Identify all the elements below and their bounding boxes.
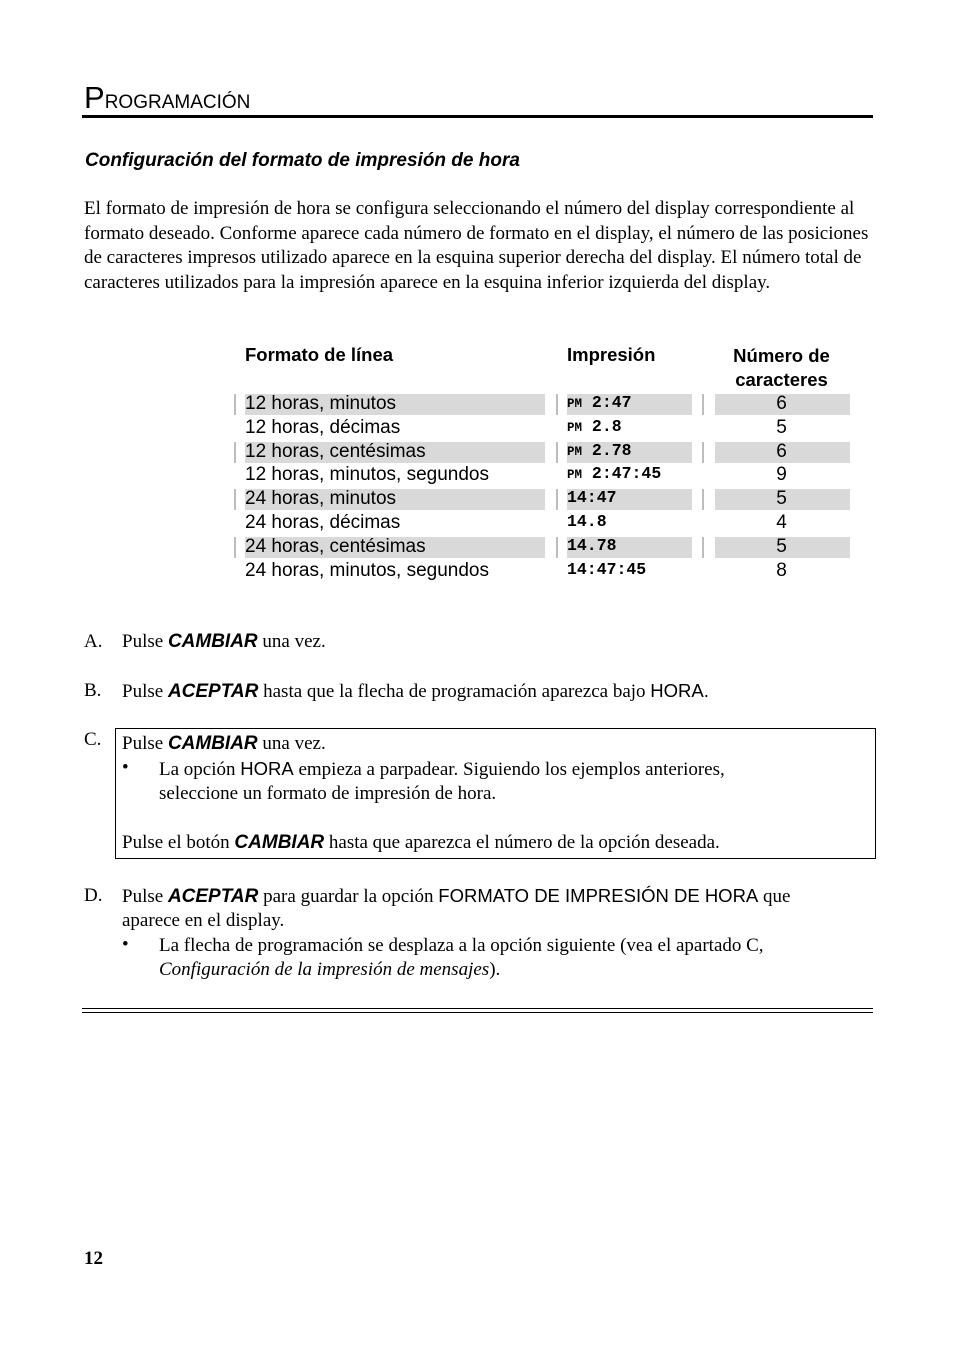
step-text: La opción [159,759,236,780]
cell-count: 5 [776,536,787,557]
key-cambiar: CAMBIAR [167,733,258,754]
step-label: C. [84,729,102,750]
step-text: Pulse [122,681,164,702]
print-value: 14.78 [567,536,617,555]
step-c-bullet-line2: seleccione un formato de impresión de hora. [159,783,497,804]
step-d-line2: aparece en el display. [122,910,285,931]
footer-rule [82,1012,873,1013]
header-initial: P [84,80,105,115]
step-text: empieza a parpadear. Siguiendo los ejemplos anteriores, [298,759,725,780]
step-text: ). [489,959,501,980]
table-row [0,416,954,440]
option-hora: HORA. [650,680,709,701]
step-text: una vez. [262,631,326,652]
row-marker [702,442,704,463]
cell-count: 5 [776,417,787,438]
step-d-label [84,884,102,909]
cell-print [567,440,632,463]
key-cambiar: CAMBIAR [234,832,325,853]
step-c-bullet [159,757,725,783]
key-aceptar: ACEPTAR [167,681,259,702]
cell-format: 24 horas, minutos [245,488,397,509]
row-marker [234,537,236,558]
column-header-print: Impresión [567,344,656,365]
step-text: Pulse el botón [122,832,230,853]
cell-format: 24 horas, décimas [245,512,401,533]
option-hora: HORA [240,758,294,779]
print-value: 2:47 [591,393,632,412]
cell-print [567,559,646,581]
table-row [0,463,954,487]
row-marker [702,394,704,415]
print-value: 14:47 [567,488,617,507]
print-value: 14:47:45 [567,560,647,579]
print-value: 2.78 [591,441,632,460]
cell-count: 9 [776,464,787,485]
column-header-count: Número de caracteres [733,345,830,390]
intro-paragraph: El formato de impresión de hora se configura seleccionando el número del display correspondiente al formato deseado. Conforme aparece cada número de formato en el display, el número de las posiciones de caracteres impresos utilizado aparece en la esquina superior derecha del display. El número total de caracteres utilizados para la impresión aparece en la esquina inferior izquierda del display. [84,198,869,293]
row-marker [702,489,704,510]
step-c-label [84,728,101,753]
column-header-format: Formato de línea [245,344,394,365]
row-marker [234,489,236,510]
key-cambiar: CAMBIAR [167,631,258,652]
step-text: para guardar la opción [263,886,434,907]
key-aceptar: ACEPTAR [167,886,259,907]
row-marker [234,394,236,415]
step-text: hasta que la flecha de programación aparezca bajo [263,681,646,702]
row-marker [556,394,558,415]
step-d-line1 [122,884,790,910]
cell-print [567,416,622,439]
pm-indicator: PM [567,445,583,459]
bullet-dot: • [122,757,129,778]
option-formato: FORMATO DE IMPRESIÓN DE HORA [438,885,759,906]
step-label: D. [84,885,103,906]
cell-format: 24 horas, centésimas [245,536,426,557]
step-d-bullet-line1: La flecha de programación se desplaza a la opción siguiente (vea el apartado C, [159,935,764,956]
cell-format: 12 horas, minutos [245,393,397,414]
section-title: Configuración del formato de impresión de hora [85,150,520,171]
cell-print [567,511,607,533]
header-rest: ROGRAMACIÓN [104,92,251,113]
cell-count: 6 [776,441,787,462]
cell-print [567,535,617,557]
row-marker [234,442,236,463]
cell-format: 12 horas, décimas [245,417,401,438]
cell-format: 12 horas, minutos, segundos [245,464,489,485]
step-text: una vez. [262,733,326,754]
header-rule [82,115,873,118]
step-label: A. [84,631,103,652]
cell-print [567,463,661,486]
table-row [0,535,954,559]
table-row [0,559,954,583]
step-text: Pulse [122,886,164,907]
cell-format: 24 horas, minutos, segundos [245,560,489,581]
step-text: Pulse [122,733,164,754]
row-marker [702,537,704,558]
table-row [0,440,954,464]
print-value: 2:47:45 [591,464,662,483]
bullet-dot: • [122,934,129,955]
step-c-line1 [122,732,326,757]
cross-reference: Configuración de la impresión de mensajes [159,959,490,980]
step-d-bullet-line2 [159,958,500,983]
step-label: B. [84,680,102,701]
cell-count: 8 [776,560,787,581]
table-row [0,511,954,535]
table-row [0,487,954,511]
page-number: 12 [84,1248,103,1269]
cell-count: 5 [776,488,787,509]
print-value: 14.8 [567,512,607,531]
pm-indicator: PM [567,421,583,435]
pm-indicator: PM [567,468,583,482]
cell-print [567,487,617,509]
cell-count: 4 [776,512,787,533]
row-marker [556,489,558,510]
cell-print [567,392,632,415]
row-marker [556,442,558,463]
cell-format: 12 horas, centésimas [245,441,426,462]
table-row [0,392,954,416]
step-text: Pulse [122,631,164,652]
step-text: hasta que aparezca el número de la opción deseada. [328,832,720,853]
row-marker [556,537,558,558]
step-c-line3 [122,831,720,856]
cell-count: 6 [776,393,787,414]
step-text: que [763,886,791,907]
print-value: 2.8 [591,417,622,436]
pm-indicator: PM [567,397,583,411]
footer-rule [82,1008,873,1009]
page-header [84,80,250,116]
